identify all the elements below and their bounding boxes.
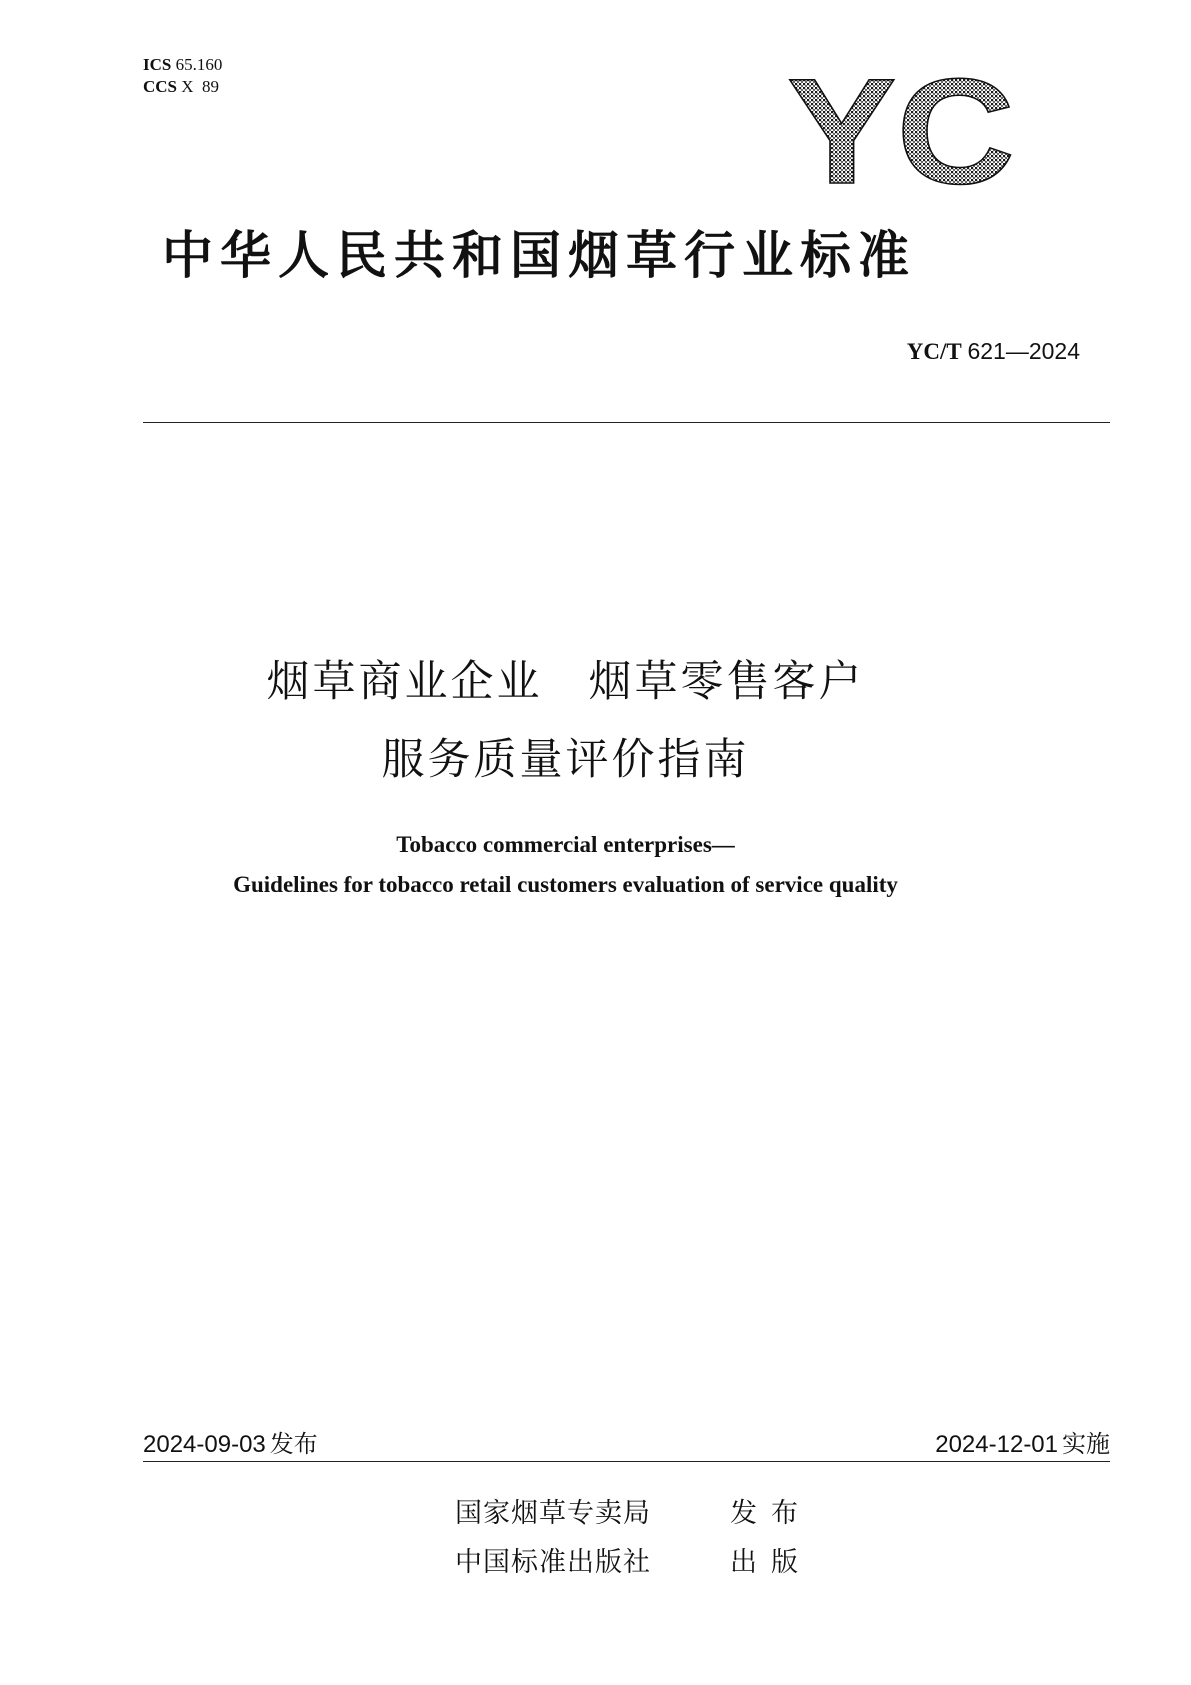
english-title-line-1: Tobacco commercial enterprises— — [396, 832, 735, 857]
issue-date-label: 发布 — [269, 1430, 318, 1458]
ccs-code: CCS X 89 — [143, 77, 220, 96]
effective-date-label: 实施 — [1062, 1430, 1110, 1458]
classification-codes — [143, 54, 222, 98]
ics-code: ICS 65.160 — [143, 55, 223, 74]
main-title: 中华人民共和国烟草行业标准 — [162, 227, 917, 286]
standard-number — [907, 338, 1080, 365]
publisher-org: 中国标准出版社 — [455, 1547, 651, 1578]
english-title-line-2: Guidelines for tobacco retail customers evaluation of service quality — [233, 872, 898, 897]
publisher-role: 发布 — [730, 1498, 812, 1529]
publisher-role: 出版 — [730, 1547, 812, 1578]
chinese-title-line-1: 烟草商业企业 烟草零售客户 — [266, 657, 865, 707]
issue-date-value: 2024-09-03 — [143, 1431, 266, 1458]
yc-logo — [787, 55, 1017, 195]
top-divider — [143, 422, 1110, 423]
chinese-title-line-2: 服务质量评价指南 — [381, 735, 750, 785]
effective-date — [935, 1424, 1110, 1459]
standard-prefix: YC/T — [906, 339, 962, 364]
publisher-row — [455, 1540, 812, 1579]
publisher-org: 国家烟草专卖局 — [455, 1498, 651, 1529]
publisher-row — [455, 1491, 812, 1530]
bottom-divider — [143, 1461, 1110, 1462]
yc-logo-text: YC — [787, 55, 1015, 195]
issue-date — [143, 1424, 318, 1459]
effective-date-value: 2024-12-01 — [935, 1431, 1058, 1458]
standard-number-value: 621—2024 — [967, 338, 1080, 364]
